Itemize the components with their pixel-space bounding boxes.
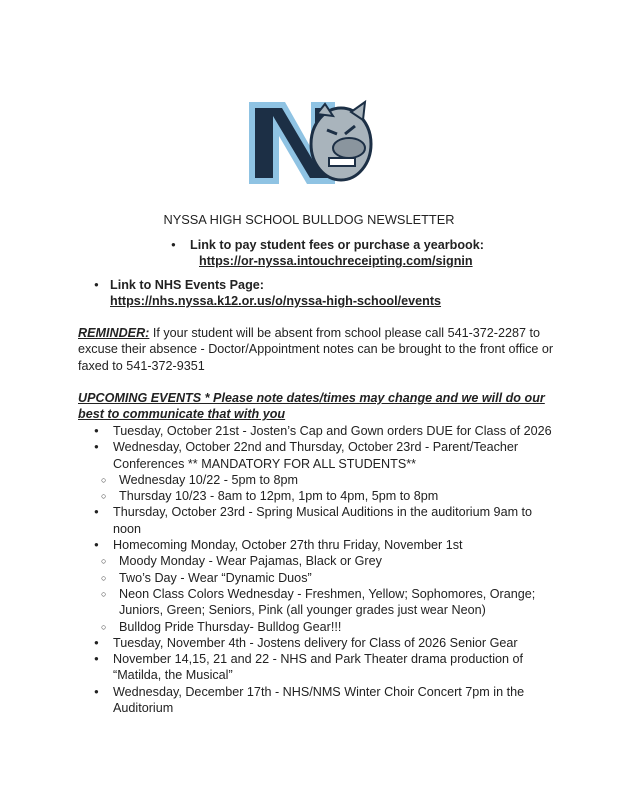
event-text: Tuesday, October 21st - Josten’s Cap and Gown orders DUE for Class of 2026: [113, 424, 552, 438]
upcoming-events-heading-text: UPCOMING EVENTS * Please note dates/times may change and we will do our best to communicate that with you: [78, 391, 545, 422]
events-link-label: Link to NHS Events Page:: [110, 278, 264, 292]
event-text: November 14,15, 21 and 22 - NHS and Park Theater drama production of “Matilda, the Musical”: [113, 652, 523, 683]
event-sub-item: ○ Thursday 10/23 - 8am to 12pm, 1pm to 4pm, 5pm to 8pm: [51, 488, 552, 504]
reminder-label: REMINDER:: [78, 326, 150, 340]
event-sub-item: ○ Bulldog Pride Thursday- Bulldog Gear!!!: [51, 619, 552, 635]
event-item: [82, 439, 552, 472]
event-sub-item: ○ Wednesday 10/22 - 5pm to 8pm: [51, 472, 552, 488]
event-item: [82, 537, 552, 553]
event-item: [82, 684, 552, 717]
event-text: Wednesday, October 22nd and Thursday, October 23rd - Parent/Teacher Conferences ** MANDATORY FOR ALL STUDENTS**: [113, 440, 519, 471]
event-item: [82, 504, 552, 537]
event-text: Wednesday, December 17th - NHS/NMS Winter Choir Concert 7pm in the Auditorium: [113, 684, 525, 716]
newsletter-title: NYSSA HIGH SCHOOL BULLDOG NEWSLETTER: [163, 212, 455, 227]
event-item: [82, 635, 552, 651]
event-sub-item: ○ Neon Class Colors Wednesday - Freshmen, Yellow; Sophomores, Orange; Juniors, Green; Seniors, Pink (all younger grades just wear Neon): [51, 586, 552, 619]
event-item: [82, 651, 552, 684]
event-text: Homecoming Monday, October 27th thru Friday, November 1st: [113, 538, 463, 553]
event-sub-item: ○ Two’s Day - Wear “Dynamic Duos”: [51, 570, 552, 586]
event-item: [82, 423, 552, 439]
event-text: Tuesday, November 4th - Jostens delivery for Class of 2026 Senior Gear: [113, 635, 518, 650]
event-text: Thursday, October 23rd - Spring Musical Auditions in the auditorium 9am to noon: [113, 505, 533, 536]
events-list: [82, 423, 552, 716]
fees-link-label: Link to pay student fees or purchase a yearbook:: [190, 238, 484, 252]
events-page-link[interactable]: https://nhs.nyssa.k12.or.us/o/nyssa-high-school/events: [110, 294, 442, 309]
reminder: [78, 325, 578, 374]
reminder-text: If your student will be absent from school please call 541-372-2287 to excuse their absence - Doctor/Appointment notes can be brought to the front office or faxed to 541-372-9351: [78, 326, 554, 373]
fees-link-block: [0, 237, 618, 270]
event-sub-item: ○ Moody Monday - Wear Pajamas, Black or Grey: [51, 553, 552, 569]
events-page-link-block: [82, 277, 602, 310]
fees-link[interactable]: https://or-nyssa.intouchreceipting.com/signin: [199, 254, 473, 269]
bulldog-logo: [245, 96, 375, 188]
upcoming-events-heading: [78, 390, 568, 423]
